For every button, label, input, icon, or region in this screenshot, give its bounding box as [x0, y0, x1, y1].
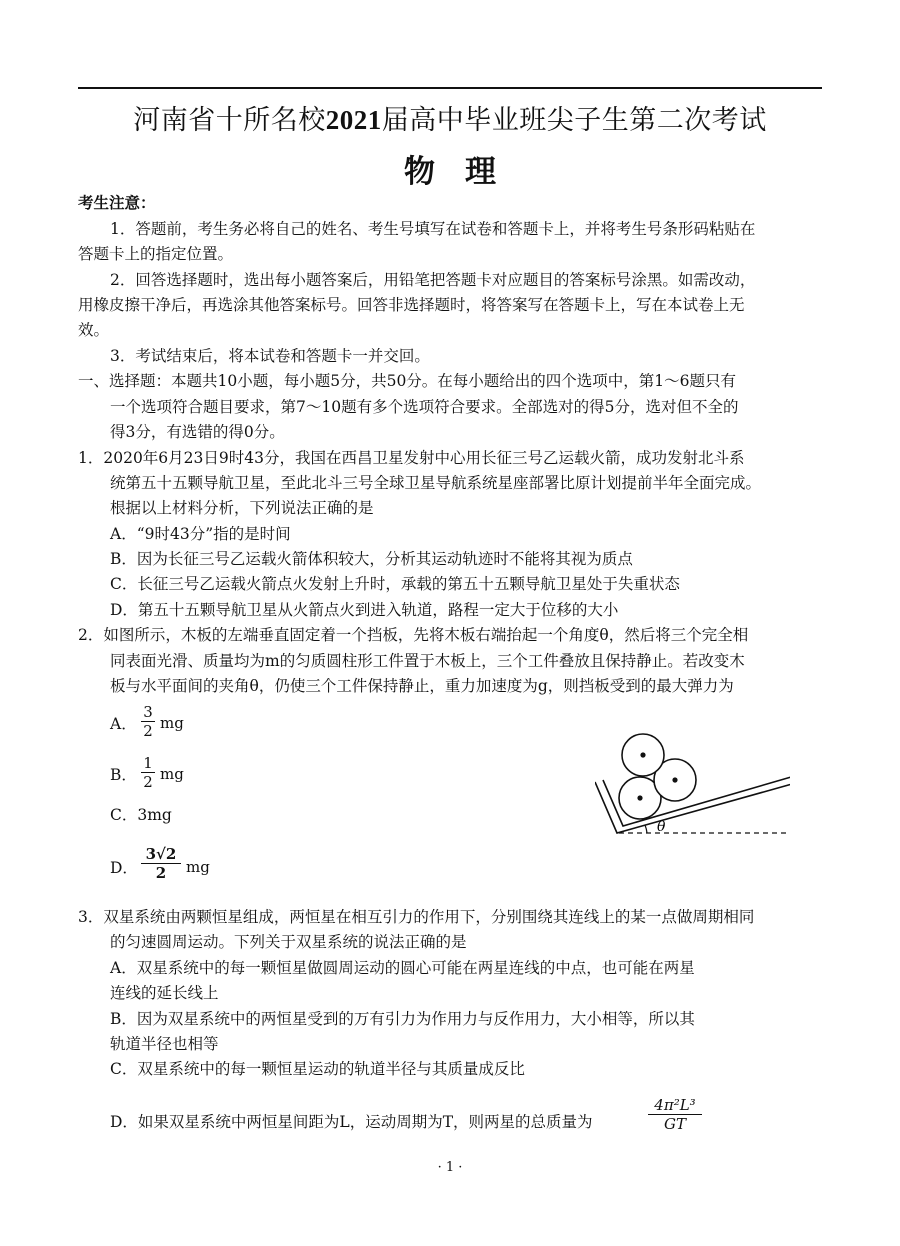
q2-option-b-label: B． — [110, 766, 137, 784]
q2-option-a-fraction: 3 2 — [141, 703, 155, 740]
q2-stem: 2．如图所示，木板的左端垂直固定着一个挡板，先将木板右端抬起一个角度θ，然后将三个完全相 — [78, 626, 749, 644]
q3-stem: 的匀速圆周运动。下列关于双星系统的说法正确的是 — [110, 933, 467, 951]
q1-stem: 统第五十五颗导航卫星，至此北斗三号全球卫星导航系统星座部署比原计划提前半年全面完成。 — [110, 474, 762, 492]
angle-label: θ — [657, 819, 666, 835]
q1-option-b: B．因为长征三号乙运载火箭体积较大，分析其运动轨迹时不能将其视为质点 — [110, 550, 633, 568]
cylinder-right-center — [672, 777, 677, 782]
q3-stem: 3．双星系统由两颗恒星组成，两恒星在相互引力的作用下，分别围绕其连线上的某一点做周期相同 — [78, 908, 755, 926]
q1-option-c: C．长征三号乙运载火箭点火发射上升时，承载的第五十五颗导航卫星处于失重状态 — [110, 575, 680, 593]
q1-option-d: D．第五十五颗导航卫星从火箭点火到进入轨道，路程一定大于位移的大小 — [110, 601, 619, 619]
q2-stem: 板与水平面间的夹角θ，仍使三个工件保持静止，重力加速度为g，则挡板受到的最大弹力为 — [110, 677, 734, 695]
notice-line: 2．回答选择题时，选出每小题答案后，用铅笔把答题卡对应题目的答案标号涂黑。如需改动， — [110, 271, 756, 289]
q3-option-c: C．双星系统中的每一颗恒星运动的轨道半径与其质量成反比 — [110, 1060, 525, 1078]
notice-line: 3．考试结束后，将本试卷和答题卡一并交回。 — [110, 347, 430, 365]
subject-title: 物理 — [404, 154, 526, 190]
q1-option-a: A．“9时43分”指的是时间 — [110, 525, 291, 543]
q2-option-a-unit: mg — [160, 714, 184, 732]
top-rule — [78, 87, 822, 89]
q3-option-d: D．如果双星系统中两恒星间距为L，运动周期为T，则两星的总质量为 — [110, 1113, 593, 1131]
section-line: 一、选择题：本题共10小题，每小题5分，共50分。在每小题给出的四个选项中，第1～6题只有 — [78, 372, 737, 390]
q2-option-c: C．3mg — [110, 806, 172, 824]
q2-option-a-label: A． — [110, 715, 137, 733]
angle-arc — [645, 825, 647, 833]
q1-stem: 1．2020年6月23日9时43分，我国在西昌卫星发射中心用长征三号乙运载火箭，成功发射北斗系 — [78, 449, 745, 467]
section-line: 得3分，有选错的得0分。 — [110, 423, 285, 441]
q2-option-d-fraction: 3√2 2 — [141, 845, 181, 882]
cylinder-top-center — [640, 752, 645, 757]
notice-line: 效。 — [78, 321, 110, 339]
notice-line: 用橡皮擦干净后，再选涂其他答案标号。回答非选择题时，将答案写在答题卡上，写在本试卷上无 — [78, 296, 745, 314]
q1-stem: 根据以上材料分析，下列说法正确的是 — [110, 499, 374, 517]
page-number: · 1 · — [437, 1160, 463, 1175]
notice-line: 1．答题前，考生务必将自己的姓名、考生号填写在试卷和答题卡上，并将考生号条形码粘贴在 — [110, 220, 756, 238]
q3-option-d-fraction: 4π²L³ GT — [648, 1096, 702, 1133]
q2-option-b-fraction: 1 2 — [141, 754, 155, 791]
notice-line: 答题卡上的指定位置。 — [78, 245, 234, 263]
cylinder-bottom-center — [637, 795, 642, 800]
q2-option-d-label: D． — [110, 859, 138, 877]
q2-option-d-unit: mg — [186, 858, 210, 876]
q3-option-b-cont: 轨道半径也相等 — [110, 1035, 219, 1053]
notice-heading: 考生注意： — [78, 193, 156, 212]
q2-figure — [595, 725, 790, 840]
q3-option-a: A．双星系统中的每一颗恒星做圆周运动的圆心可能在两星连线的中点，也可能在两星 — [110, 959, 695, 977]
q2-stem: 同表面光滑、质量均为m的匀质圆柱形工件置于木板上，三个工件叠放且保持静止。若改变木 — [110, 652, 745, 670]
exam-title: 河南省十所名校2021届高中毕业班尖子生第二次考试 — [133, 105, 767, 136]
q2-option-b-unit: mg — [160, 765, 184, 783]
q3-option-a-cont: 连线的延长线上 — [110, 984, 219, 1002]
section-line: 一个选项符合题目要求，第7～10题有多个选项符合要求。全部选对的得5分，选对但不全的 — [110, 398, 739, 416]
q3-option-b: B．因为双星系统中的两恒星受到的万有引力为作用力与反作用力，大小相等，所以其 — [110, 1010, 695, 1028]
